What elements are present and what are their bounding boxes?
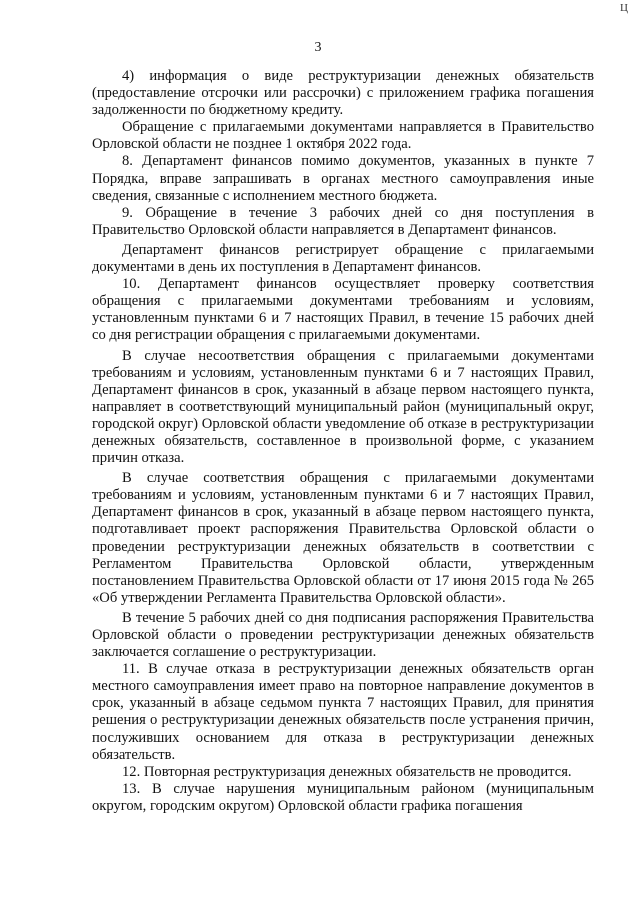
paragraph-item-11: 11. В случае отказа в реструктуризации денежных обязательств орган местного самоуправления имеет право на повторное направление документов в срок, указанный в абзаце седьмом пункта 7 настоящих Правил, для принятия решения о реструктуризации денежных обязательств после устранения причин, послуживших основанием для отказа в реструктуризации денежных обязательств. [92, 661, 594, 763]
document-body [92, 68, 594, 815]
paragraph-item-4: 4) информация о виде реструктуризации денежных обязательств (предоставление отсрочки или рассрочки) с приложением графика погашения задолженности по бюджетному кредиту. [92, 68, 594, 119]
page-number: 3 [314, 40, 322, 55]
paragraph-item-10: 10. Департамент финансов осуществляет проверку соответствия обращения с прилагаемыми документами требованиям и условиям, установленным пунктами 6 и 7 настоящих Правил, в течение 15 рабочих дней со дня регистрации обращения с прилагаемыми документами. [92, 276, 594, 344]
paragraph-item-12: 12. Повторная реструктуризация денежных обязательств не проводится. [122, 763, 572, 780]
paragraph-registration: Департамент финансов регистрирует обращение с прилагаемыми документами в день их поступления в Департамент финансов. [92, 241, 594, 276]
paragraph-submission-deadline: Обращение с прилагаемыми документами направляется в Правительство Орловской области не позднее 1 октября 2022 года. [92, 119, 594, 153]
paragraph-agreement: В течение 5 рабочих дней со дня подписания распоряжения Правительства Орловской области о проведении реструктуризации денежных обязательств заключается соглашение о реструктуризации. [92, 609, 594, 661]
paragraph-nonconformity: В случае несоответствия обращения с прилагаемыми документами требованиям и условиям, установленным пунктами 6 и 7 настоящих Правил, Департамент финансов в срок, указанный в абзаце первом настоящего пункта, направляет в соответствующий муниципальный район (муниципальный округ, городской округ) Орловской области уведомление об отказе в реструктуризации денежных обязательств, составленное в произвольной форме, с указанием причин отказа. [92, 347, 594, 467]
paragraph-item-9: 9. Обращение в течение 3 рабочих дней со дня поступления в Правительство Орловской области направляется в Департамент финансов. [92, 204, 594, 238]
corner-mark: Ц [620, 2, 628, 14]
paragraph-item-8: 8. Департамент финансов помимо документов, указанных в пункте 7 Порядка, вправе запрашивать в органах местного самоуправления иные сведения, связанные с исполнением местного бюджета. [92, 153, 594, 204]
paragraph-conformity: В случае соответствия обращения с прилагаемыми документами требованиям и условиям, установленным пунктами 6 и 7 настоящих Правил, Департамент финансов в срок, указанный в абзаце первом настоящего пункта, подготавливает проект распоряжения Правительства Орловской области о проведении реструктуризации денежных обязательств в соответствии с Регламентом Правительства Орловской области, утвержденным постановлением Правительства Орловской области от 17 июня 2015 года № 265 «Об утверждении Регламента Правительства Орловской области». [92, 470, 594, 606]
paragraph-item-13: 13. В случае нарушения муниципальным районом (муниципальным округом, городским округом) Орловской области графика погашения [92, 780, 594, 814]
